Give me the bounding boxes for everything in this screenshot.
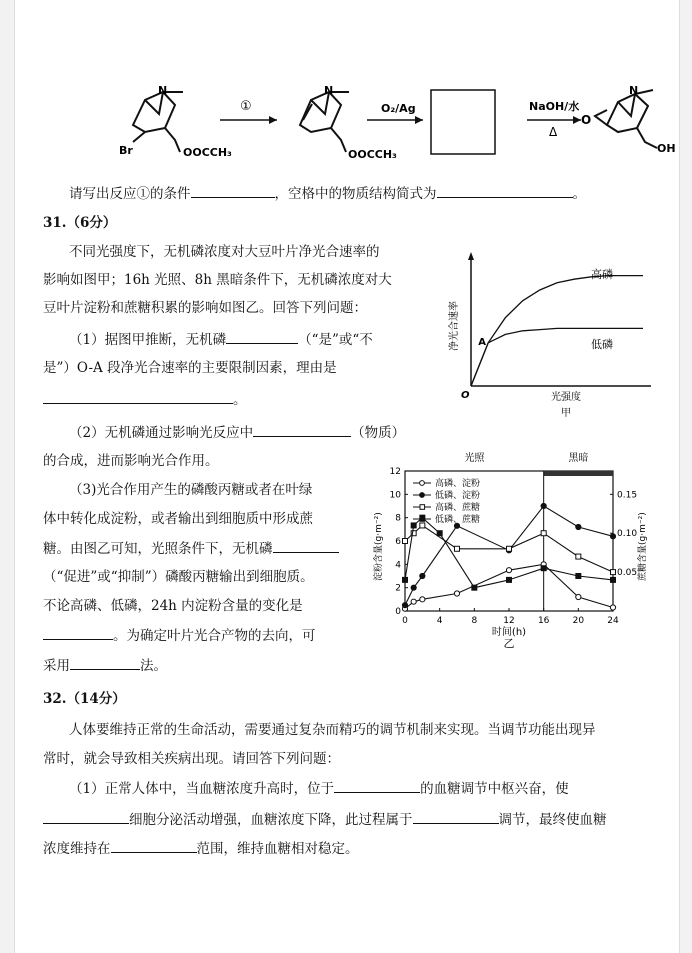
data-point (507, 546, 512, 551)
n-label-2: N (324, 84, 334, 97)
product-molecule (595, 90, 657, 148)
q32-number: 32.（14分） (43, 691, 126, 707)
step1-label: ① (240, 99, 252, 114)
x-tick-label: 12 (503, 616, 515, 626)
y-right-axis-label: 蔗糖含量(g·m⁻²) (638, 512, 648, 581)
o-label: O (581, 113, 592, 127)
dark-period-bar (544, 471, 613, 476)
data-point (611, 570, 616, 575)
x-tick-label: 0 (402, 616, 408, 626)
data-point (403, 577, 408, 582)
y-axis-arrow (468, 252, 474, 260)
series-label-low-p: 低磷 (591, 338, 613, 351)
series-line-low-p (471, 328, 643, 386)
y-axis-label: 净光合速率 (449, 301, 460, 351)
y-right-tick-label: 0.15 (617, 490, 638, 501)
step2-label: O₂/Ag (381, 102, 416, 115)
y-left-tick-label: 4 (395, 560, 401, 571)
y-left-tick-label: 0 (395, 607, 401, 617)
n-label-1: N (158, 84, 168, 97)
exam-page (14, 0, 680, 953)
data-point (506, 568, 511, 573)
x-axis-label: 时间(h) (491, 627, 527, 638)
legend-label: 高磷、蔗糖 (435, 503, 481, 513)
data-point (507, 577, 512, 582)
data-point (411, 523, 416, 528)
data-point (610, 605, 615, 610)
data-point (610, 534, 615, 539)
data-point (541, 566, 546, 571)
q31-part3-line6: 。为确定叶片光合产物的去向，可 (43, 625, 316, 646)
ester-label-1: OOCCH₃ (183, 146, 232, 159)
x-tick-label: 24 (607, 616, 619, 626)
x-tick-label: 16 (537, 616, 550, 626)
q31-intro-3: 豆叶片淀粉和蔗糖积累的影响如图乙。回答下列问题： (43, 300, 367, 316)
step3-bottom-label: Δ (549, 125, 558, 139)
q32-line1: 人体要维持正常的生命活动，需要通过复杂而精巧的调节机制来实现。当调节功能出现异 (69, 722, 596, 738)
y-left-tick-label: 6 (395, 537, 401, 547)
data-point (402, 603, 407, 608)
step3-top-label: NaOH/水 (529, 100, 580, 113)
q31-intro-2: 影响如图甲；16h 光照、8h 黑暗条件下，无机磷浓度对大 (43, 272, 392, 288)
legend-label: 低磷、淀粉 (435, 491, 481, 501)
blank-q31-3[interactable] (273, 538, 339, 553)
x-tick-label: 20 (572, 616, 585, 626)
q32-line2: 常时，就会导致相关疾病出现。请回答下列问题： (43, 751, 340, 767)
q31-part3-line7: 采用 法。 (43, 655, 167, 676)
answer-box (431, 90, 495, 154)
blank-q32-1[interactable] (334, 778, 420, 793)
legend-label: 低磷、蔗糖 (435, 515, 481, 525)
data-point (541, 531, 546, 536)
blank-q32-2[interactable] (43, 809, 129, 824)
data-point (411, 585, 416, 590)
series-label-high-p: 高磷 (591, 268, 613, 281)
y-left-axis-label: 淀粉含量(g·m⁻²) (374, 512, 384, 581)
q31-part3-line4: （“促进”或“抑制”）磷酸丙糖输出到细胞质。 (43, 569, 314, 585)
intermediate-molecule (300, 92, 349, 152)
series-line-high-p (471, 276, 643, 386)
y-left-tick-label: 10 (389, 490, 401, 501)
blank-q32-3[interactable] (413, 809, 499, 824)
q31-part3-line1: （3)光合作用产生的磷酸丙糖或者在叶绿 (69, 482, 313, 498)
blank-structure[interactable] (437, 183, 573, 198)
blank-q31-1[interactable] (226, 329, 298, 344)
data-point (576, 524, 581, 529)
data-point (541, 503, 546, 508)
q31-part1-line2: 是”）O-A 段净光合速率的主要限制因素，理由是 (43, 360, 337, 376)
legend-label: 高磷、淀粉 (435, 479, 481, 489)
y-left-tick-label: 12 (389, 467, 401, 477)
data-point (472, 585, 477, 590)
data-point (576, 574, 581, 579)
data-point (411, 599, 416, 604)
chart-jia (433, 242, 663, 432)
q31-part2-line1: （2）无机磷通过影响光反应中 （物质） (69, 422, 405, 443)
q32-line5: 浓度维持在 范围，维持血糖相对稳定。 (43, 838, 359, 859)
legend-marker (420, 517, 425, 522)
blank-condition[interactable] (191, 183, 275, 198)
n-label-3: N (629, 84, 639, 97)
y-left-tick-label: 2 (395, 583, 401, 594)
q32-line3: （1）正常人体中，当血糖浓度升高时，位于 的血糖调节中枢兴奋，使 (69, 778, 569, 799)
q31-part3-line3: 糖。由图乙可知，光照条件下，无机磷 (43, 538, 339, 559)
blank-q32-4[interactable] (111, 838, 197, 853)
y-right-tick-label: 0.05 (617, 568, 638, 579)
blank-q31-5[interactable] (70, 655, 140, 670)
x-tick-label: 8 (471, 616, 478, 626)
q31-part3-line2: 体中转化成淀粉，或者输出到细胞质中形成蔗 (43, 511, 313, 527)
data-point (454, 591, 459, 596)
data-point (455, 546, 460, 551)
legend-marker (420, 481, 425, 486)
blank-q31-2[interactable] (253, 422, 351, 437)
data-point (420, 523, 425, 528)
ester-label-2: OOCCH₃ (348, 148, 397, 161)
x-tick-label: 4 (436, 616, 443, 626)
x-axis-label: 光强度 (551, 392, 581, 403)
data-point (420, 573, 425, 578)
q31-part1-line3: 。 (43, 389, 247, 410)
chart-yi (371, 445, 648, 650)
y-left-tick-label: 8 (395, 513, 401, 524)
top-label-light: 光照 (464, 453, 485, 464)
q31-number: 31.（6分） (43, 215, 117, 231)
q31-part1-line1: （1）据图甲推断，无机磷 （“是”或“不 (69, 329, 373, 350)
q30-condition-line: 请写出反应①的条件 ，空格中的物质结构简式为 。 (69, 183, 586, 204)
data-point (403, 539, 408, 544)
oh-label: OH (657, 142, 676, 155)
blank-q31-4[interactable] (43, 625, 113, 640)
legend-marker (420, 505, 425, 510)
substrate-molecule (133, 92, 183, 152)
data-point (611, 577, 616, 582)
data-point (576, 594, 581, 599)
point-a-label: A (478, 336, 486, 348)
data-point (437, 531, 442, 536)
blank-q31-reason[interactable] (43, 389, 233, 404)
q31-part3-line5: 不论高磷、低磷，24h 内淀粉含量的变化是 (43, 598, 303, 614)
legend-marker (420, 493, 425, 498)
q31-part2-line2: 的合成，进而影响光合作用。 (43, 453, 219, 469)
br-label: Br (119, 144, 133, 157)
data-point (420, 597, 425, 602)
q31-intro-1: 不同光强度下，无机磷浓度对大豆叶片净光合速率的 (69, 244, 380, 260)
reaction-scheme (15, 70, 679, 160)
origin-label: O (461, 390, 470, 401)
top-label-dark: 黑暗 (568, 453, 589, 464)
chart-title: 甲 (561, 408, 571, 419)
chart-title: 乙 (503, 637, 515, 650)
y-right-tick-label: 0.10 (617, 529, 638, 540)
data-point (576, 554, 581, 559)
q32-line4: 细胞分泌活动增强，血糖浓度下降，此过程属于 调节，最终使血糖 (43, 809, 607, 830)
